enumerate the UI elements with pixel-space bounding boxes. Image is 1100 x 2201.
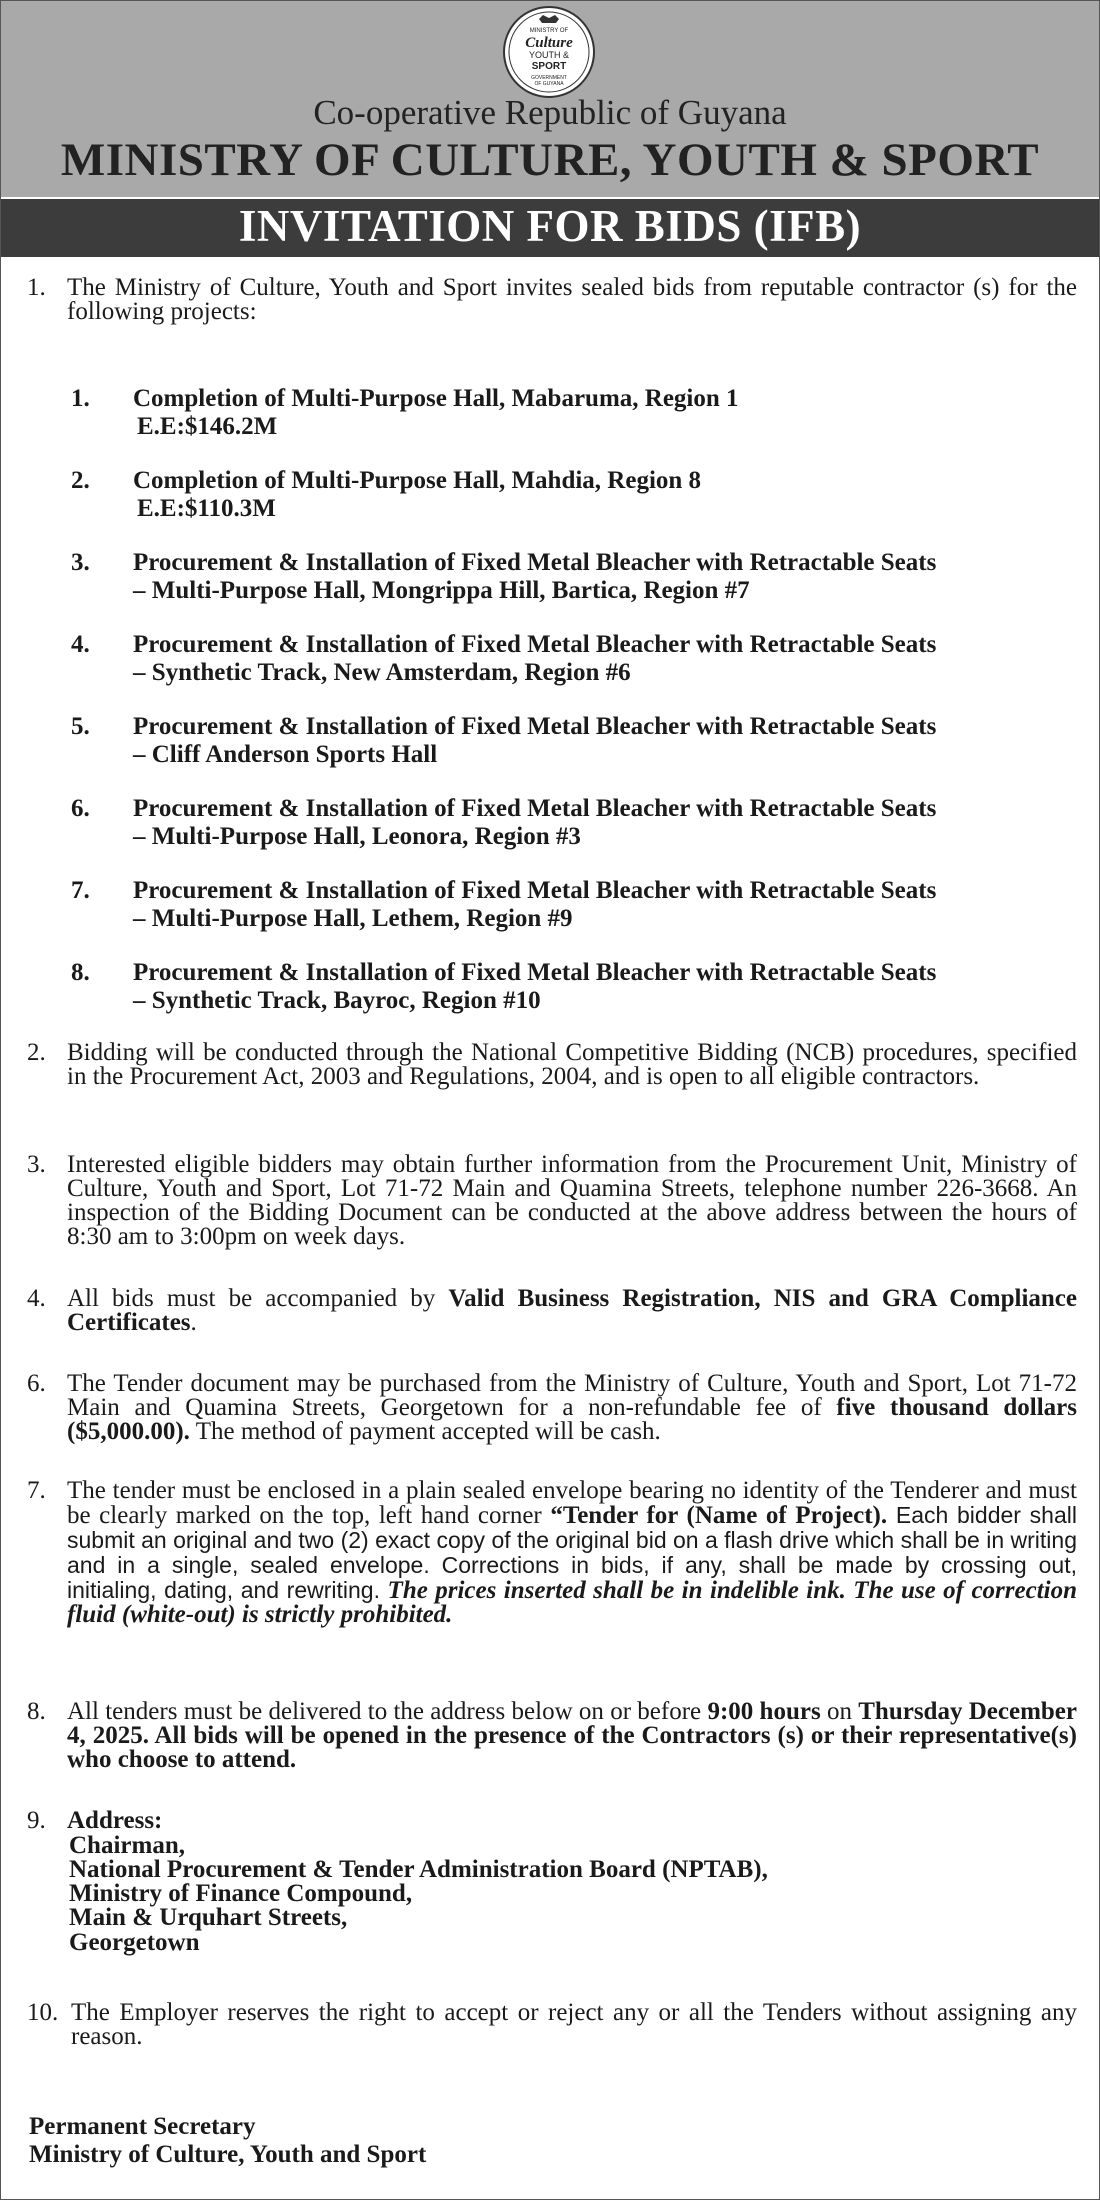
address-line: Main & Urquhart Streets,	[69, 1904, 348, 1931]
text-run: The tender must be enclosed in a plain sealed envelope bearing no identity of the Tenderer and must be clearly marked on the top, left hand corner	[67, 1477, 1077, 1529]
address-label	[67, 1809, 1077, 1833]
deadline-date: Thursday December 4, 2025. All bids will be opened in the presence of the Contractors (s) or their representative(s) who choose to attend.	[67, 1698, 1078, 1773]
project-location: – Cliff Anderson Sports Hall	[133, 741, 438, 768]
project-title: Procurement & Installation of Fixed Metal Bleacher with Retractable Seats	[133, 549, 937, 576]
project-title: Procurement & Installation of Fixed Metal Bleacher with Retractable Seats	[133, 959, 937, 986]
compliance-requirements: Valid Business Registration, NIS and GRA Compliance Certificates	[67, 1285, 1077, 1336]
paragraph-number: 10.	[27, 1999, 59, 2026]
paragraph-text	[67, 1287, 1077, 1335]
signatory-org: Ministry of Culture, Youth and Sport	[29, 2141, 427, 2168]
project-location: – Multi-Purpose Hall, Leonora, Region #3	[133, 823, 581, 850]
country-name: Co-operative Republic of Guyana	[313, 93, 787, 132]
project-number: 5.	[71, 713, 90, 740]
paragraph-text	[67, 1372, 1077, 1444]
paragraph-number: 3.	[27, 1151, 46, 1178]
project-number: 8.	[71, 959, 90, 986]
paragraph-number: 8.	[27, 1698, 46, 1725]
paragraph-6	[27, 1372, 1077, 1444]
paragraph-text: The Ministry of Culture, Youth and Sport invites sealed bids from reputable contractor (s) for the following projects:	[67, 274, 1077, 325]
paragraph-1	[27, 276, 1077, 324]
paragraph-number: 2.	[27, 1039, 46, 1066]
project-number: 2.	[71, 467, 90, 494]
deadline-time: 9:00 hours	[707, 1698, 821, 1725]
paragraph-4	[27, 1287, 1077, 1335]
ministry-name: MINISTRY OF CULTURE, YOUTH & SPORT	[60, 134, 1040, 186]
paragraph-number: 4.	[27, 1285, 46, 1312]
project-number: 6.	[71, 795, 90, 822]
paragraph-3	[27, 1153, 1077, 1249]
text-run: on	[820, 1698, 859, 1725]
paragraph-10	[27, 2001, 1077, 2049]
project-title: Procurement & Installation of Fixed Metal Bleacher with Retractable Seats	[133, 713, 937, 740]
project-estimate: E.E:$146.2M	[137, 413, 278, 440]
notice-title: INVITATION FOR BIDS (IFB)	[238, 201, 862, 251]
ink-notice: The prices inserted shall be in indelible ink. The use of correction fluid (white-out) is strictly prohibited.	[67, 1577, 1077, 1628]
project-title: Procurement & Installation of Fixed Metal Bleacher with Retractable Seats	[133, 795, 937, 822]
envelope-marking: “Tender for (Name of Project).	[550, 1502, 888, 1529]
address-line: Georgetown	[69, 1929, 200, 1956]
project-location: – Multi-Purpose Hall, Mongrippa Hill, Bartica, Region #7	[133, 577, 750, 604]
paragraph-text: The Employer reserves the right to accept or reject any or all the Tenders without assigning any reason.	[71, 1999, 1077, 2050]
paragraph-7	[27, 1479, 1077, 1627]
project-title: Completion of Multi-Purpose Hall, Mabaruma, Region 1	[133, 385, 739, 412]
seal-text-top: MINISTRY OF	[529, 28, 569, 34]
paragraph-number: 9.	[27, 1807, 46, 1834]
address-line: National Procurement & Tender Administration Board (NPTAB),	[69, 1856, 768, 1883]
project-title: Procurement & Installation of Fixed Metal Bleacher with Retractable Seats	[133, 877, 937, 904]
paragraph-2	[27, 1041, 1077, 1089]
seal-text-sport: SPORT	[531, 61, 567, 72]
project-number: 1.	[71, 385, 90, 412]
notice-body	[1, 1, 1100, 2201]
paragraph-text: Bidding will be conducted through the National Competitive Bidding (NCB) procedures, specified in the Procurement Act, 2003 and Regulations, 2004, and is open to all eligible contractors.	[67, 1039, 1077, 1090]
seal-text-culture: Culture	[525, 35, 573, 51]
paragraph-9	[27, 1809, 1077, 1833]
address-line: Chairman,	[69, 1832, 185, 1859]
project-title: Completion of Multi-Purpose Hall, Mahdia, Region 8	[133, 467, 702, 494]
project-number: 3.	[71, 549, 90, 576]
project-estimate: E.E:$110.3M	[137, 495, 276, 522]
project-title: Procurement & Installation of Fixed Metal Bleacher with Retractable Seats	[133, 631, 937, 658]
tender-fee: five thousand dollars ($5,000.00).	[67, 1394, 1077, 1445]
text-run: Each bidder shall submit an original and two (2) exact copy of the original bid on a flash drive which shall be in writing and in a single, sealed envelope. Corrections in bids, if any, shall be made by crossing out, initialing, dating, and rewriting.	[67, 1502, 1077, 1603]
seal-text-youth: YOUTH &	[528, 50, 570, 60]
paragraph-number: 7.	[27, 1477, 46, 1504]
paragraph-number: 1.	[27, 274, 46, 301]
text-run: The method of payment accepted will be cash.	[189, 1418, 661, 1445]
text-run: .	[190, 1309, 197, 1336]
paragraph-text	[67, 1700, 1077, 1772]
paragraph-8	[27, 1700, 1077, 1772]
paragraph-number: 6.	[27, 1370, 46, 1397]
address-line: Ministry of Finance Compound,	[69, 1880, 413, 1907]
address-heading: Address:	[67, 1807, 163, 1834]
project-location: – Synthetic Track, New Amsterdam, Region #6	[133, 659, 631, 686]
paragraph-text: Interested eligible bidders may obtain further information from the Procurement Unit, Ministry of Culture, Youth and Sport, Lot 71-72 Main and Quamina Streets, telephone number 226-3668. An inspection of the Bidding Document can be conducted at the above address between the hours of 8:30 am to 3:00pm on week days.	[67, 1151, 1077, 1250]
project-location: – Multi-Purpose Hall, Lethem, Region #9	[133, 905, 573, 932]
project-number: 4.	[71, 631, 90, 658]
text-run: All tenders must be delivered to the address below on or before	[67, 1698, 708, 1725]
project-location: – Synthetic Track, Bayroc, Region #10	[133, 987, 541, 1014]
seal-text-guyana: OF GUYANA	[534, 81, 564, 87]
text-run: All bids must be accompanied by	[67, 1285, 449, 1312]
signatory-title: Permanent Secretary	[29, 2113, 256, 2140]
seal-text-gov: GOVERNMENT	[531, 75, 567, 81]
paragraph-text	[67, 1479, 1077, 1627]
project-number: 7.	[71, 877, 90, 904]
text-run: The Tender document may be purchased from the Ministry of Culture, Youth and Sport, Lot 71-72 Main and Quamina Streets, Georgetown for a non-refundable fee of	[67, 1370, 1077, 1421]
